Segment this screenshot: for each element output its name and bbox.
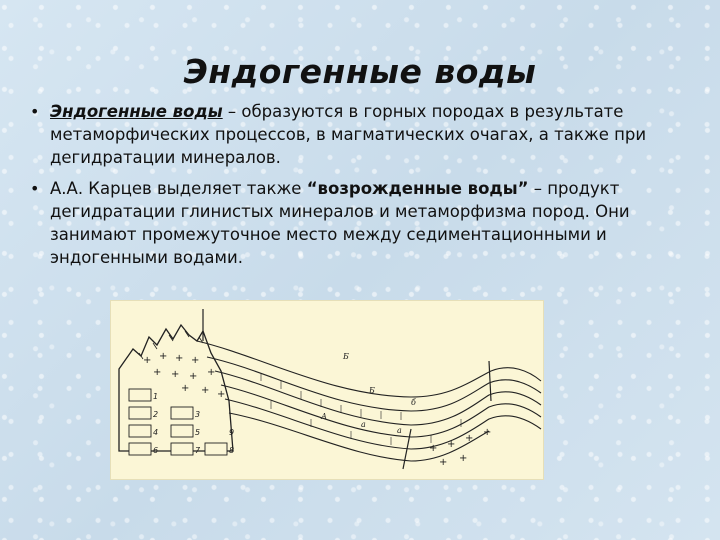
svg-text:+: + (217, 389, 226, 400)
bullet-text: – образуются в горных породах в результате метаморфических процессов, в магматических очагах, а также при дегидратации минералов. (50, 102, 647, 167)
term-endogenous-waters: Эндогенные воды (50, 102, 223, 121)
svg-text:+: + (439, 457, 448, 468)
svg-text:+: + (143, 355, 152, 366)
legend-box-4 (129, 425, 151, 437)
svg-text:+: + (171, 369, 180, 380)
svg-text:+: + (181, 383, 190, 394)
geology-diagram (110, 300, 544, 480)
legend-box-7 (171, 443, 193, 455)
svg-text:+: + (175, 353, 184, 364)
bullet-dot-icon: • (30, 179, 40, 198)
legend-box-6 (129, 443, 151, 455)
svg-text:2: 2 (153, 410, 159, 419)
svg-text:+: + (459, 453, 468, 464)
svg-text:8: 8 (229, 446, 235, 455)
svg-text:a: a (361, 420, 366, 429)
geological-cross-section (111, 301, 543, 479)
svg-text:+: + (483, 427, 492, 438)
diagram-letters (320, 352, 416, 435)
svg-text:+: + (153, 367, 162, 378)
svg-text:а: а (397, 426, 402, 435)
svg-text:+: + (429, 443, 438, 454)
svg-text:Б: Б (343, 352, 349, 361)
legend-box-3 (171, 407, 193, 419)
legend-box-2 (129, 407, 151, 419)
bullet-text: – продукт дегидратации глинистых минералов и метаморфизма пород. Они занимают промежуточное место между седиментационными и эндогенными водами. (50, 179, 630, 267)
svg-text:А: А (321, 412, 328, 421)
slide-title: Эндогенные воды (183, 52, 537, 91)
svg-text:5: 5 (195, 428, 201, 437)
svg-text:1: 1 (153, 392, 159, 401)
bullet-item-endogenous (30, 100, 680, 169)
svg-text:б: б (411, 398, 416, 407)
bullet-dot-icon: • (30, 102, 40, 121)
svg-text:Б: Б (369, 386, 375, 395)
svg-text:7: 7 (195, 446, 201, 455)
svg-text:+: + (465, 433, 474, 444)
strata-layers (197, 341, 541, 461)
legend-box-1 (129, 389, 151, 401)
legend-box-5 (171, 425, 193, 437)
bullet-item-revived (30, 177, 680, 269)
svg-text:6: 6 (153, 446, 159, 455)
svg-text:+: + (159, 351, 168, 362)
svg-text:+: + (201, 385, 210, 396)
svg-text:9: 9 (229, 428, 235, 437)
svg-text:+: + (447, 439, 456, 450)
term-revived-waters: “возрожденные воды” (306, 179, 529, 198)
svg-text:+: + (189, 371, 198, 382)
bullet-list (30, 100, 680, 277)
svg-text:4: 4 (153, 428, 159, 437)
legend-box-8 (205, 443, 227, 455)
svg-text:3: 3 (195, 410, 201, 419)
bullet-prefix: А.А. Карцев выделяет также (50, 179, 307, 198)
svg-text:+: + (191, 355, 200, 366)
svg-text:+: + (207, 367, 216, 378)
